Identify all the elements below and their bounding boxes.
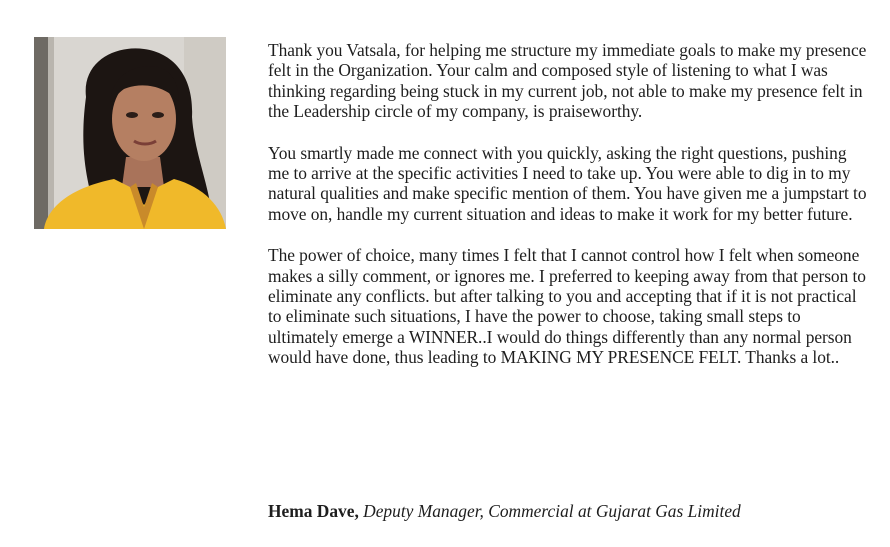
testimonial-paragraph: You smartly made me connect with you quickly, asking the right questions, pushing me to arrive at the specific activities I need to take up. You were able to dig in to my natural qualities and make specific mention of them. You have given me a jumpstart to move on, handle my current situation and ideas to make it work for my better future.: [268, 142, 867, 224]
testimonial-signature: [268, 500, 741, 522]
testimonial-body: [268, 40, 868, 389]
testimonial-paragraph: The power of choice, many times I felt that I cannot control how I felt when someone makes a silly comment, or ignores me. I preferred to keeping away from that person to eliminate any conflicts. but after talking to you and accepting that if it is not practical to eliminate such situations, I have the power to choose, taking small steps to ultimately emerge a WINNER..I would do things differently than any normal person would have done, thus leading to MAKING MY PRESENCE FELT. Thanks a lot..: [268, 245, 866, 368]
portrait-photo-icon: [34, 37, 226, 229]
signature-name: Hema Dave,: [268, 501, 359, 521]
signature-company: Commercial at Gujarat Gas Limited: [488, 501, 741, 521]
portrait-photo: [34, 37, 226, 229]
testimonial-paragraph: Thank you Vatsala, for helping me structure my immediate goals to make my presence felt in the Organization. Your calm and composed style of listening to what I was thinking regarding being stuck in my current job, not able to make my presence felt in the Leadership circle of my company, is praiseworthy.: [268, 40, 867, 122]
signature-role: Deputy Manager,: [363, 501, 484, 521]
